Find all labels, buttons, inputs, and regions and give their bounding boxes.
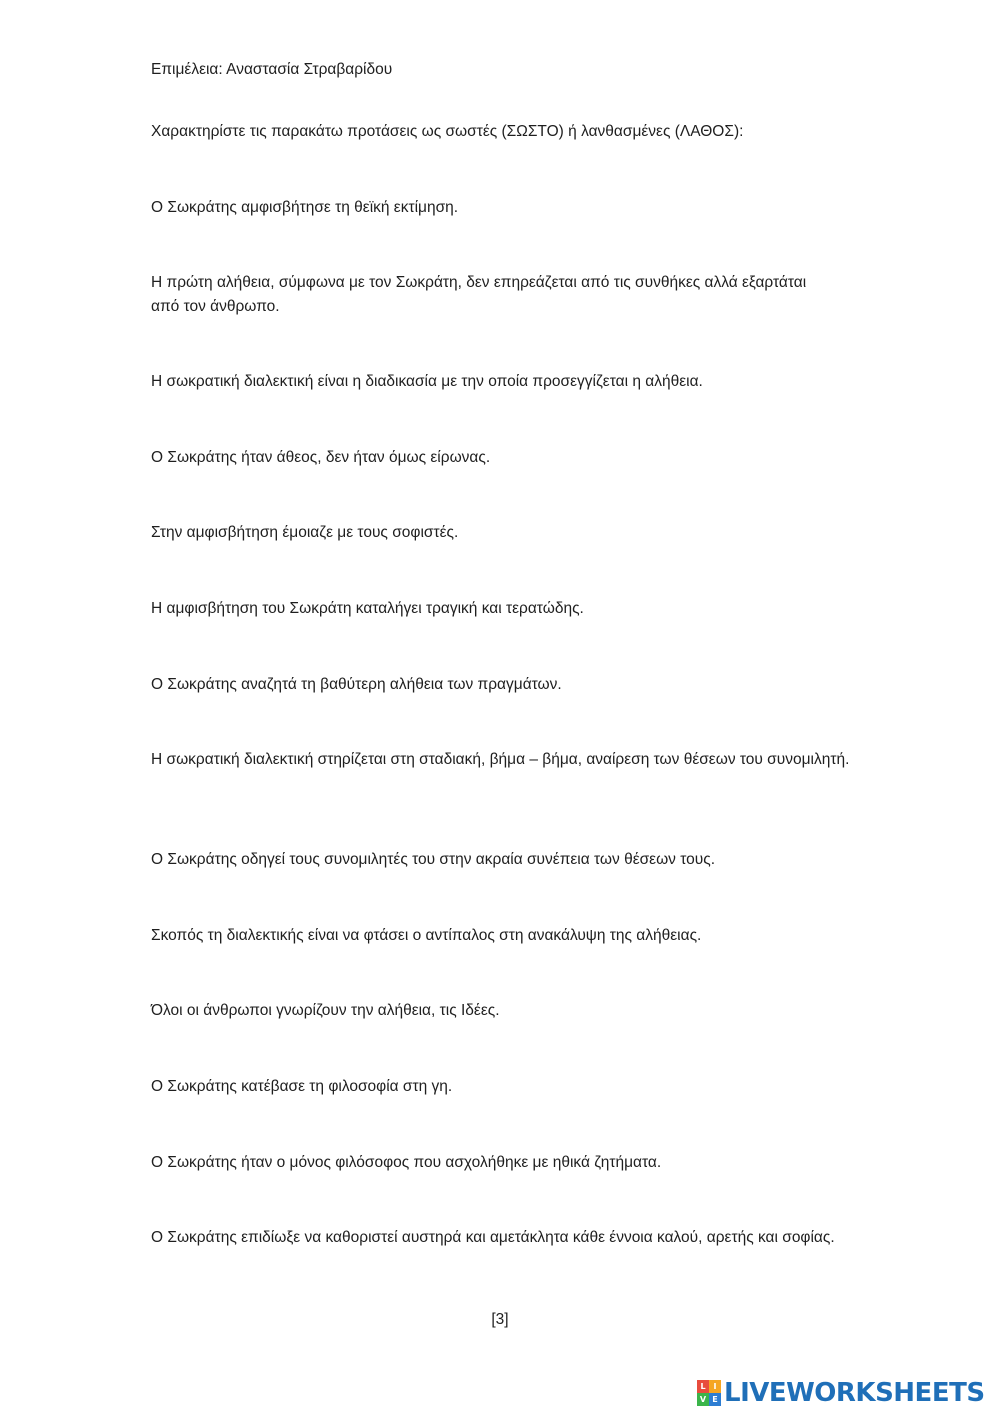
logo-letter-i: I (709, 1380, 721, 1393)
liveworksheets-logo[interactable] (697, 1376, 985, 1410)
statement-10: Σκοπός τη διαλεκτικής είναι να φτάσει ο αντίπαλος στη ανακάλυψη της αλήθειας. (151, 927, 702, 944)
statement-7: Ο Σωκράτης αναζητά τη βαθύτερη αλήθεια των πραγμάτων. (151, 676, 562, 693)
statement-12: Ο Σωκράτης κατέβασε τη φιλοσοφία στη γη. (151, 1078, 453, 1095)
statement-1: Ο Σωκράτης αμφισβήτησε τη θεϊκή εκτίμηση. (151, 199, 459, 216)
statement-5: Στην αμφισβήτηση έμοιαζε με τους σοφιστές. (151, 524, 459, 541)
instructions: Χαρακτηρίστε τις παρακάτω προτάσεις ως σωστές (ΣΩΣΤΟ) ή λανθασμένες (ΛΑΘΟΣ): (151, 123, 744, 140)
statement-4: Ο Σωκράτης ήταν άθεος, δεν ήταν όμως είρωνας. (151, 449, 491, 466)
liveworksheets-icon (697, 1380, 721, 1406)
statement-11: Όλοι οι άνθρωποι γνωρίζουν την αλήθεια, τις Ιδέες. (151, 1002, 500, 1019)
statement-14: Ο Σωκράτης επιδίωξε να καθοριστεί αυστηρά και αμετάκλητα κάθε έννοια καλού, αρετής και σοφίας. (151, 1229, 835, 1246)
statement-9: Ο Σωκράτης οδηγεί τους συνομιλητές του στην ακραία συνέπεια των θέσεων τους. (151, 851, 716, 868)
statement-13: Ο Σωκράτης ήταν ο μόνος φιλόσοφος που ασχολήθηκε με ηθικά ζητήματα. (151, 1154, 662, 1171)
statement-8: Η σωκρατική διαλεκτική στηρίζεται στη σταδιακή, βήμα – βήμα, αναίρεση των θέσεων του συνομιλητή. (151, 751, 850, 768)
logo-letter-v: V (697, 1393, 709, 1406)
liveworksheets-wordmark: LIVEWORKSHEETS (724, 1378, 985, 1408)
page-number: [3] (491, 1311, 509, 1328)
logo-letter-l: L (697, 1380, 709, 1393)
logo-letter-e: E (709, 1393, 721, 1406)
statement-2: Η πρώτη αλήθεια, σύμφωνα με τον Σωκράτη, δεν επηρεάζεται από τις συνθήκες αλλά εξαρτάται από τον άνθρωπο. (151, 274, 807, 315)
statement-6: Η αμφισβήτηση του Σωκράτη καταλήγει τραγική και τερατώδης. (151, 600, 584, 617)
statement-3: Η σωκρατική διαλεκτική είναι η διαδικασία με την οποία προσεγγίζεται η αλήθεια. (151, 373, 703, 390)
editor-credit: Επιμέλεια: Αναστασία Στραβαρίδου (151, 61, 393, 78)
